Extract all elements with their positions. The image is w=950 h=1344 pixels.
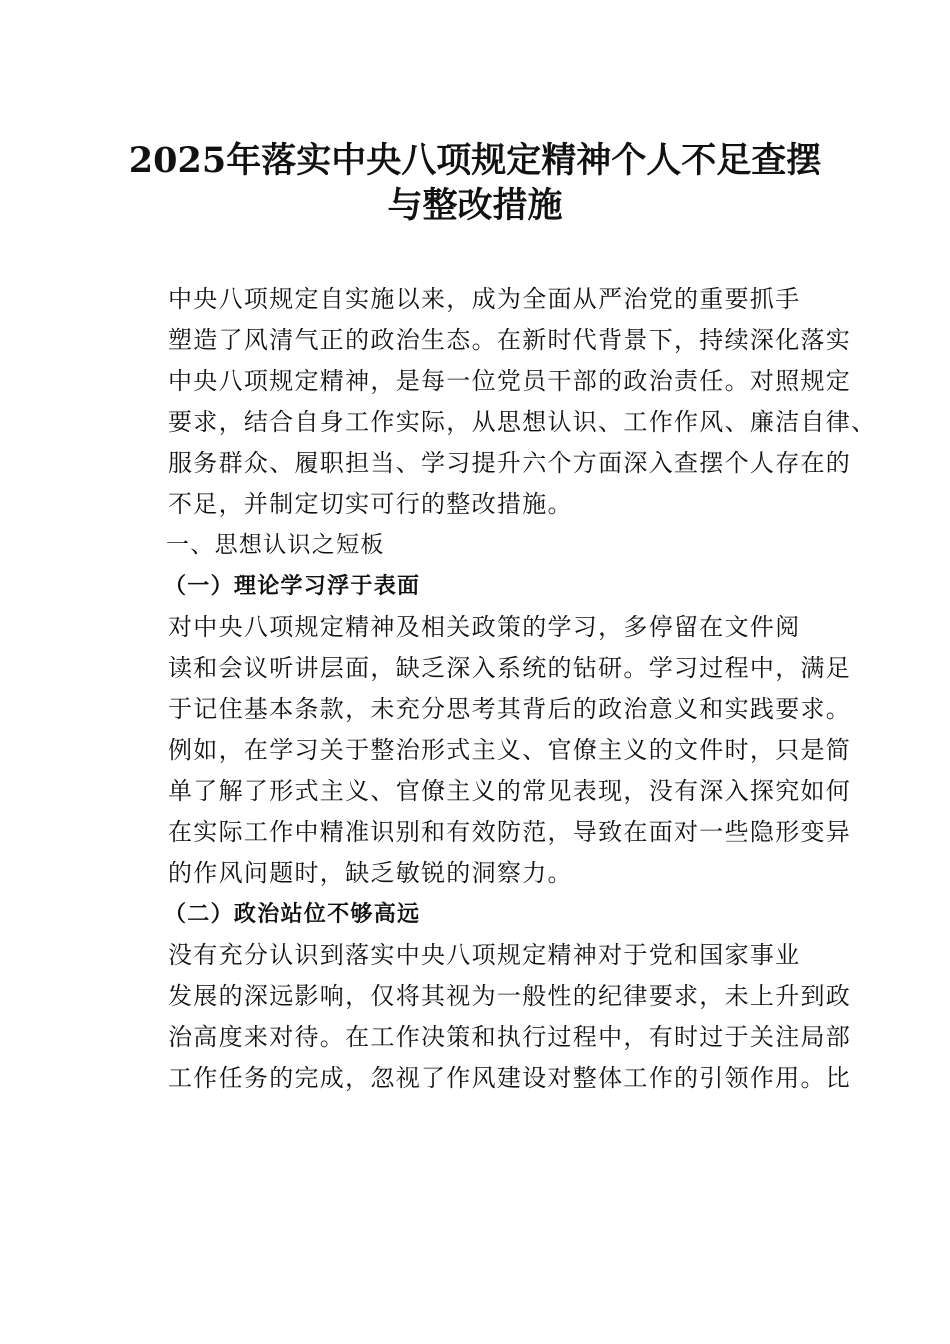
text-line: 于记住基本条款，未充分思考其背后的政治意义和实践要求。 bbox=[168, 695, 852, 723]
text-line: 不足，并制定切实可行的整改措施。 bbox=[168, 490, 573, 518]
text-line: 对中央八项规定精神及相关政策的学习，多停留在文件阅 bbox=[168, 613, 801, 641]
text-line: 塑造了风清气正的政治生态。在新时代背景下，持续深化落实 bbox=[168, 326, 852, 354]
text-line: 的作风问题时，缺乏敏锐的洞察力。 bbox=[168, 859, 573, 887]
text-line: 服务群众、履职担当、学习提升六个方面深入查摆个人存在的 bbox=[168, 449, 852, 477]
text-line: 工作任务的完成，忽视了作风建设对整体工作的引领作用。比 bbox=[168, 1064, 852, 1092]
text-line: 治高度来对待。在工作决策和执行过程中，有时过于关注局部 bbox=[168, 1023, 852, 1051]
text-line: 在实际工作中精准识别和有效防范，导致在面对一些隐形变异 bbox=[168, 818, 852, 846]
text-line: 单了解了形式主义、官僚主义的常见表现，没有深入探究如何 bbox=[168, 777, 852, 805]
subsection-2-paragraph bbox=[120, 935, 852, 1099]
text-line: 发展的深远影响，仅将其视为一般性的纪律要求，未上升到政 bbox=[168, 982, 852, 1010]
text-line: 中央八项规定自实施以来，成为全面从严治党的重要抓手 bbox=[168, 285, 801, 313]
text-line: 例如，在学习关于整治形式主义、官僚主义的文件时，只是简 bbox=[168, 736, 852, 764]
title-line-2: 与整改措施 bbox=[387, 185, 563, 226]
title-line-1: 2025年落实中央八项规定精神个人不足查摆 bbox=[128, 140, 822, 181]
text-line: 没有充分认识到落实中央八项规定精神对于党和国家事业 bbox=[168, 941, 801, 969]
text-line: 读和会议听讲层面，缺乏深入系统的钻研。学习过程中，满足 bbox=[168, 654, 852, 682]
document-body bbox=[120, 279, 877, 1099]
text-line: 中央八项规定精神，是每一位党员干部的政治责任。对照规定 bbox=[168, 367, 852, 395]
intro-paragraph bbox=[120, 279, 877, 525]
text-line: 要求，结合自身工作实际，从思想认识、工作作风、廉洁自律、 bbox=[168, 408, 877, 436]
document-title bbox=[100, 138, 850, 228]
subsection-1-paragraph bbox=[120, 607, 852, 894]
subsection-1-heading: （一）理论学习浮于表面 bbox=[164, 573, 421, 599]
section-1-heading: 一、思想认识之短板 bbox=[166, 532, 385, 558]
subsection-2-heading: （二）政治站位不够高远 bbox=[164, 901, 421, 927]
